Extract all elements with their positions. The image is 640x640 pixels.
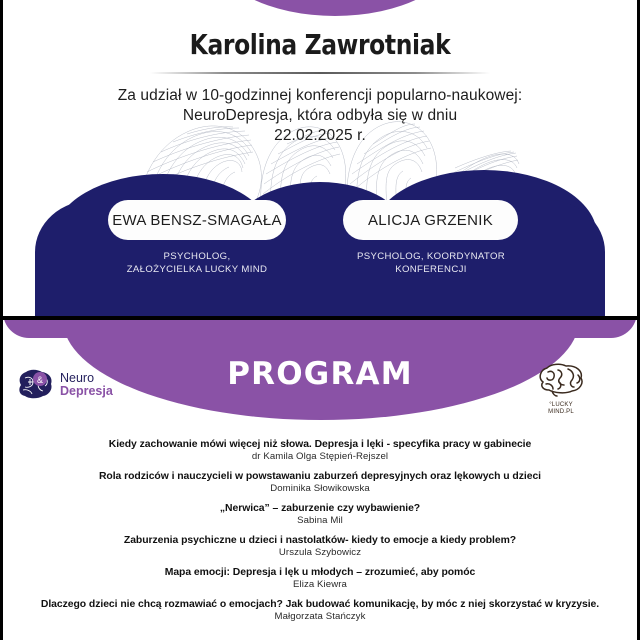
award-line-2: NeuroDepresja, która odbyła się w dniu <box>182 107 458 124</box>
speaker-role-1: PSYCHOLOG, ZAŁOŻYCIELKA LUCKY MIND <box>126 251 268 275</box>
program-item-topic: „Nerwica” – zaburzenie czy wybawienie? <box>219 503 421 514</box>
program-item <box>21 502 619 527</box>
program-item-speaker: Dominika Słowikowska <box>270 483 370 494</box>
recipient-name: Karolina Zawrotniak <box>189 28 451 61</box>
program-item-speaker: Sabina Mil <box>297 515 343 526</box>
speaker-name-pill-1: EWA BENSZ-SMAGAŁA <box>108 200 286 240</box>
program-item <box>21 598 619 623</box>
program-item <box>21 438 619 463</box>
program-title: PROGRAM <box>227 356 413 392</box>
award-description <box>63 86 577 146</box>
program-item <box>21 566 619 591</box>
lucky-mind-logo <box>531 362 591 416</box>
certificate-panel <box>3 0 637 318</box>
speaker-name-pill-2: ALICJA GRZENIK <box>343 200 518 240</box>
program-item-topic: Mapa emocji: Depresja i lęk u młodych – zrozumieć, aby pomóc <box>164 567 476 578</box>
program-item-speaker: Urszula Szybowicz <box>278 547 362 558</box>
top-purple-arc-decoration <box>215 0 455 16</box>
name-divider-rule <box>150 72 490 74</box>
svg-text:&: & <box>36 375 44 385</box>
neuro-logo-line1: Neuro <box>60 371 95 385</box>
brain-icon <box>15 368 55 401</box>
speaker-role-2: PSYCHOLOG, KOORDYNATOR KONFERENCJI <box>356 251 506 275</box>
program-item <box>21 534 619 559</box>
neuro-logo-text <box>60 372 113 397</box>
award-line-1: Za udział w 10-godzinnej konferencji popularno-naukowej: <box>117 87 523 104</box>
program-item-topic: Kiedy zachowanie mówi więcej niż słowa. Depresja i lęki - specyfika pracy w gabinecie <box>108 439 532 450</box>
lucky-logo-text: °LUCKY MIND.PL <box>548 402 574 415</box>
program-item-topic: Dlaczego dzieci nie chcą rozmawiać o emocjach? Jak budować komunikację, by móc z niej skorzystać w kryzysie. <box>40 599 600 610</box>
award-line-3: 22.02.2025 r. <box>274 127 366 144</box>
program-item-speaker: dr Kamila Olga Stępień-Rejszel <box>251 451 389 462</box>
navy-brain-block <box>35 168 605 318</box>
program-list <box>21 438 619 630</box>
program-item-speaker: Małgorzata Stańczyk <box>274 611 366 622</box>
neuro-depresja-logo <box>15 368 113 401</box>
program-item <box>21 470 619 495</box>
brain-outline-icon <box>534 362 588 398</box>
program-item-topic: Zaburzenia psychiczne u dzieci i nastolatków- kiedy to emocje a kiedy problem? <box>123 535 517 546</box>
program-item-topic: Rola rodziców i nauczycieli w powstawaniu zaburzeń depresyjnych oraz lękowych u dzieci <box>98 471 542 482</box>
program-item-speaker: Eliza Kiewra <box>293 579 347 590</box>
neuro-logo-line2: Depresja <box>60 383 113 398</box>
